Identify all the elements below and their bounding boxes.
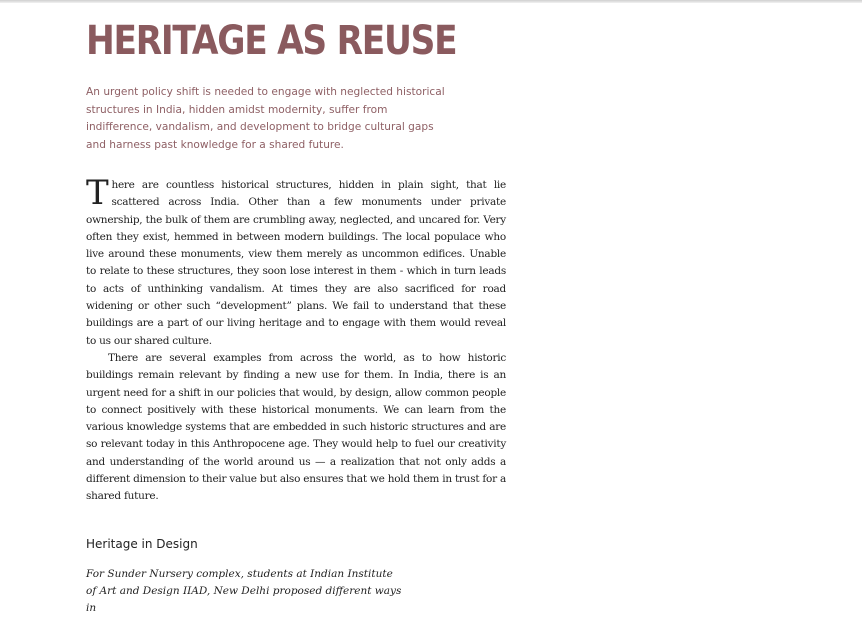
- drop-cap: T: [86, 173, 109, 213]
- body-paragraph-2: There are several examples from across the world, as to how historic buildings remain relevant by finding a new use for them. In India, there is an urgent need for a shift in our policies that would, by design, allow common people to connect positively with these historical monuments. We can learn from the various knowledge systems that are embedded in such historic structures and are so relevant today in this Anthropocene age. They would help to fuel our creativity and understanding of the world around us — a realization that not only adds a different dimension to their value but also ensures that we hold them in trust for a shared future.: [86, 351, 506, 503]
- article-standfirst: An urgent policy shift is needed to engage with neglected historical structures in India, hidden amidst modernity, suffer from indifference, vandalism, and development to bridge cultural gaps and harness past knowledge for a shared future.: [86, 86, 445, 151]
- article-page: [86, 16, 506, 618]
- article-body: [86, 173, 506, 506]
- section-heading: Heritage in Design: [86, 536, 198, 551]
- top-divider: [0, 0, 862, 3]
- section-intro: For Sunder Nursery complex, students at Indian Institute of Art and Design IIAD, New Delhi proposed different ways in: [86, 567, 402, 615]
- body-paragraph-1-text: here are countless historical structures, hidden in plain sight, that lie scattered across India. Other than a few monuments under private ownership, the bulk of them are crumbling away, neglected, and uncared for. Very often they exist, hemmed in between modern buildings. The local populace who live around these monuments, view them merely as uncommon edifices. Unable to relate to these structures, they soon lose interest in them - which in turn leads to acts of unthinking vandalism. At times they are also sacrificed for road widening or other such “development” plans. We fail to understand that these buildings are a part of our living heritage and to engage with them would reveal to us our shared culture.: [86, 179, 506, 347]
- body-paragraph-1: [86, 173, 506, 350]
- article-title: HERITAGE AS REUSE: [86, 18, 457, 64]
